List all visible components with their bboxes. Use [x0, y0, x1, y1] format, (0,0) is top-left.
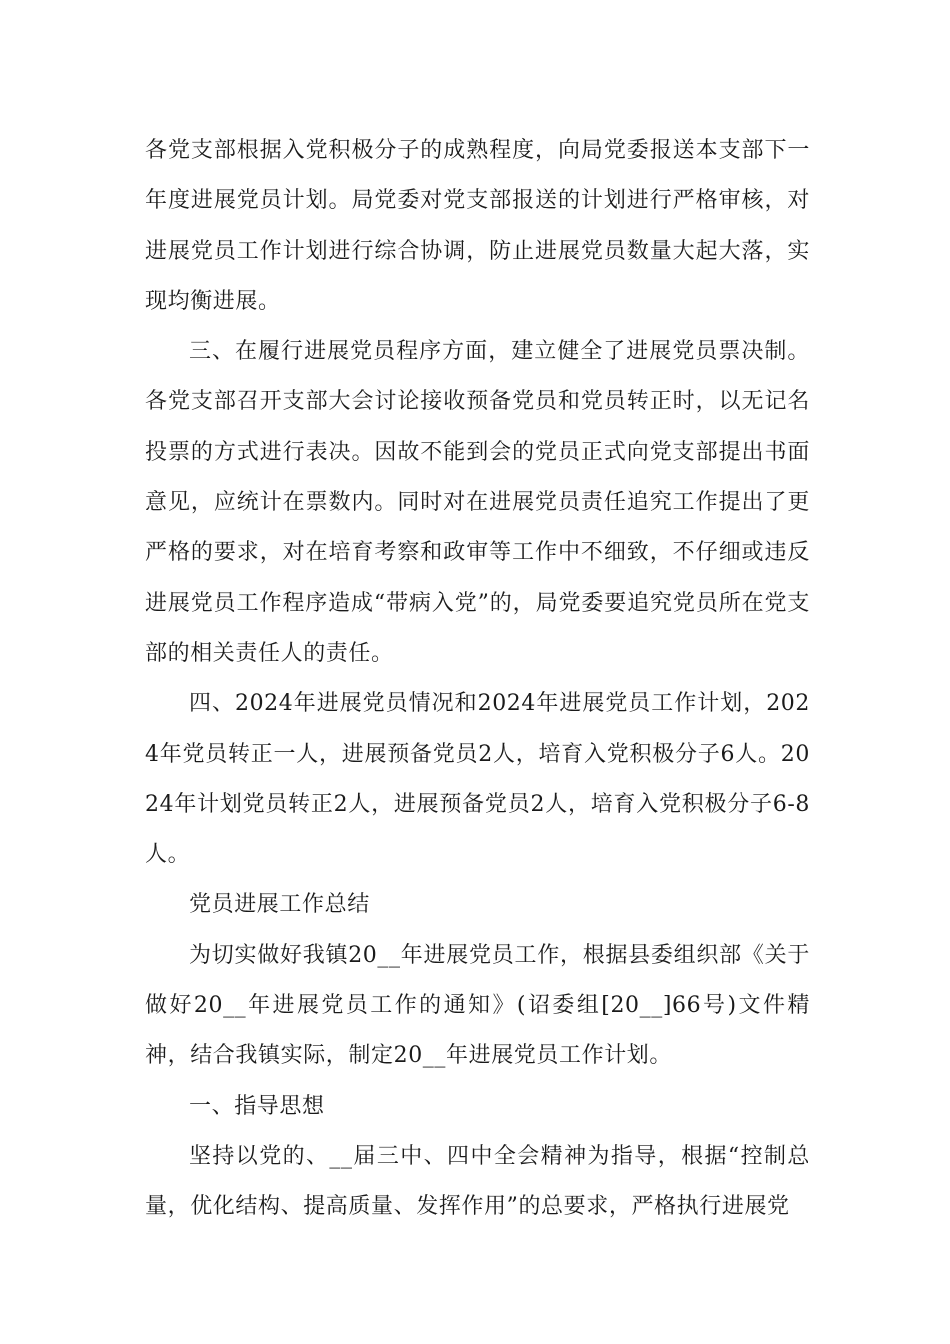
paragraph-2: 三、在履行进展党员程序方面，建立健全了进展党员票决制。各党支部召开支部大会讨论接收预备党员和党员转正时，以无记名投票的方式进行表决。因故不能到会的党员正式向党支部提出书面意见，应统计在票数内。同时对在进展党员责任追究工作提出了更严格的要求，对在培育考察和政审等工作中不细致，不仔细或违反进展党员工作程序造成“带病入党”的，局党委要追究党员所在党支部的相关责任人的责任。 — [145, 339, 810, 666]
document-body — [145, 126, 810, 1233]
section-heading: 党员进展工作总结 — [189, 892, 370, 918]
paragraph-5: 为切实做好我镇20__年进展党员工作，根据县委组织部《关于做好20__年进展党员工作的通知》(诏委组[20__]66号)文件精神，结合我镇实际，制定20__年进展党员工作计划。 — [145, 942, 810, 1069]
paragraph-3: 四、2024年进展党员情况和2024年进展党员工作计划，2024年党员转正一人，进展预备党员2人，培育入党积极分子6人。2024年计划党员转正2人，进展预备党员2人，培育入党积极分子6-8人。 — [145, 691, 810, 868]
paragraph-7: 坚持以党的、__届三中、四中全会精神为指导，根据“控制总量，优化结构、提高质量、发挥作用”的总要求，严格执行进展党 — [145, 1143, 810, 1220]
paragraph-1: 各党支部根据入党积极分子的成熟程度，向局党委报送本支部下一年度进展党员计划。局党委对党支部报送的计划进行严格审核，对进展党员工作计划进行综合协调，防止进展党员数量大起大落，实现均衡进展。 — [145, 138, 810, 314]
subsection-heading: 一、指导思想 — [189, 1093, 325, 1119]
